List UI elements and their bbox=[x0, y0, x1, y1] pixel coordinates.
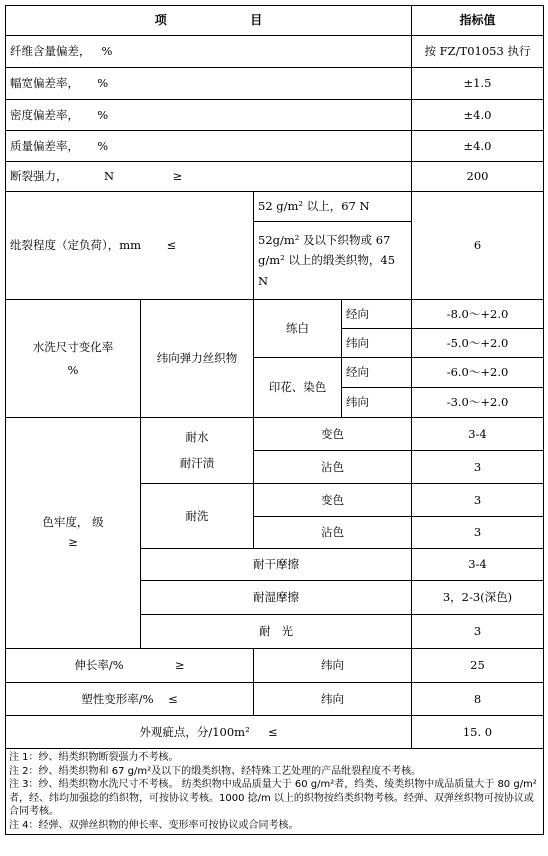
fiber-value: 按 FZ/T01053 执行 bbox=[412, 36, 544, 68]
density-label: 密度偏差率， % bbox=[6, 100, 412, 131]
light-value: 3 bbox=[412, 615, 544, 649]
note-4: 注 4：经弹、双弹丝织物的伸长率、变形率可按协议或合同考核。 bbox=[9, 819, 299, 831]
mass-label: 质量偏差率， % bbox=[6, 131, 412, 162]
fastness-label: 色牢度， 级 ≥ bbox=[6, 418, 141, 649]
mass-value: ±4.0 bbox=[412, 131, 544, 162]
elong-row bbox=[6, 649, 544, 683]
defects-row bbox=[6, 716, 544, 749]
wash-group-dyed: 印花、染色 bbox=[254, 358, 342, 418]
width-label: 幅宽偏差率， % bbox=[6, 68, 412, 100]
defects-value: 15. 0 bbox=[412, 716, 544, 749]
wash-dir: 纬向 bbox=[342, 388, 412, 418]
plastic-row bbox=[6, 683, 544, 716]
elong-dir: 纬向 bbox=[254, 649, 412, 683]
fastness-value: 3 bbox=[412, 451, 544, 484]
breaking-value: 200 bbox=[412, 162, 544, 192]
width-value: ±1.5 bbox=[412, 68, 544, 100]
wash-dir: 经向 bbox=[342, 300, 412, 329]
header-item: 项 目 bbox=[6, 6, 412, 36]
width-row bbox=[6, 68, 544, 100]
breaking-label: 断裂强力， N ≥ bbox=[6, 162, 412, 192]
change-label: 变色 bbox=[254, 418, 412, 451]
change-label: 变色 bbox=[254, 484, 412, 517]
header-value: 指标值 bbox=[412, 6, 544, 36]
dry-rub-value: 3-4 bbox=[412, 549, 544, 581]
fiber-label: 纤维含量偏差， % bbox=[6, 36, 412, 68]
fastness-value: 3-4 bbox=[412, 418, 544, 451]
water-sweat-label: 耐水 耐汗渍 bbox=[141, 418, 254, 484]
note-3: 注 3：纱、绢类织物水洗尺寸不考核。 纺类织物中成品质量大于 60 g/m²者，绉类、绫类织物中成品质量大于 80 g/m²者，经、纬均加强捻的绉织物，可按协议考核。1000 捻/m 以上的织物按绉类织物考核。经弹、双弹丝织物可按协议或合同考核。 bbox=[9, 779, 537, 817]
wash-fabric: 纬向弹力丝织物 bbox=[141, 300, 254, 418]
plastic-dir: 纬向 bbox=[254, 683, 412, 716]
notes-cell bbox=[6, 749, 544, 835]
note-2: 注 2：纱、绢类织物和 67 g/m²及以下的缎类织物、经特殊工艺处理的产品纰裂程度不考核。 bbox=[9, 765, 422, 777]
wash-value: -5.0～+2.0 bbox=[412, 329, 544, 358]
spec-table bbox=[5, 5, 544, 835]
dry-rub-label: 耐干摩擦 bbox=[141, 549, 412, 581]
plastic-value: 8 bbox=[412, 683, 544, 716]
wash-row-1 bbox=[6, 300, 544, 329]
elong-label: 伸长率/% ≥ bbox=[6, 649, 254, 683]
wet-rub-value: 3，2-3(深色) bbox=[412, 581, 544, 615]
defects-label: 外观疵点，分/100m² ≤ bbox=[6, 716, 412, 749]
wash-dir: 纬向 bbox=[342, 329, 412, 358]
note-1: 注 1：纱、绢类织物断裂强力不考核。 bbox=[9, 752, 179, 763]
wash-value: -3.0～+2.0 bbox=[412, 388, 544, 418]
density-row bbox=[6, 100, 544, 131]
breaking-row bbox=[6, 162, 544, 192]
fastness-value: 3 bbox=[412, 484, 544, 517]
crack-label: 纰裂程度（定负荷），mm ≤ bbox=[6, 192, 254, 300]
density-value: ±4.0 bbox=[412, 100, 544, 131]
crack-value: 6 bbox=[412, 192, 544, 300]
fastness-value: 3 bbox=[412, 517, 544, 549]
elong-value: 25 bbox=[412, 649, 544, 683]
header-row bbox=[6, 6, 544, 36]
wet-rub-label: 耐湿摩擦 bbox=[141, 581, 412, 615]
wash-dir: 经向 bbox=[342, 358, 412, 388]
fastness-row-1 bbox=[6, 418, 544, 451]
plastic-label: 塑性变形率/% ≤ bbox=[6, 683, 254, 716]
notes-row bbox=[6, 749, 544, 835]
wash-group-white: 练白 bbox=[254, 300, 342, 358]
wash-value: -6.0～+2.0 bbox=[412, 358, 544, 388]
stain-label: 沾色 bbox=[254, 451, 412, 484]
mass-row bbox=[6, 131, 544, 162]
stain-label: 沾色 bbox=[254, 517, 412, 549]
fiber-row bbox=[6, 36, 544, 68]
light-label: 耐 光 bbox=[141, 615, 412, 649]
crack-cond-2: 52g/m² 及以下织物或 67 g/m² 以上的缎类织物，45 N bbox=[254, 222, 412, 300]
wash-value: -8.0～+2.0 bbox=[412, 300, 544, 329]
crack-cond-1: 52 g/m² 以上，67 N bbox=[254, 192, 412, 222]
crack-row-1 bbox=[6, 192, 544, 222]
wash-fastness-label: 耐洗 bbox=[141, 484, 254, 549]
wash-label: 水洗尺寸变化率 % bbox=[6, 300, 141, 418]
